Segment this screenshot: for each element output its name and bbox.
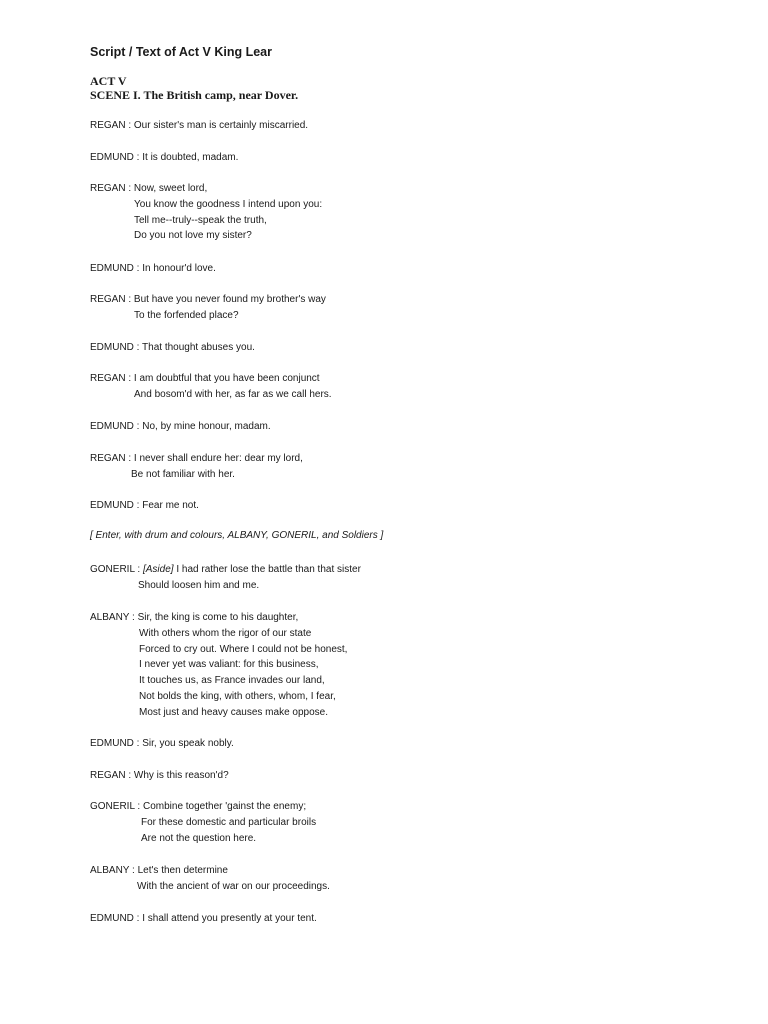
speaker-name: REGAN : [90,183,134,194]
speaker-name: REGAN : [90,294,134,305]
speech-continuation: Tell me--truly--speak the truth, [134,214,267,226]
speech-first-line [90,451,303,467]
speaker-name: EDMUND : [90,500,143,511]
speech-text: That thought abuses you. [142,342,255,353]
speech-text: I never shall endure her: dear my lord, [133,453,303,464]
speech [90,118,308,134]
speech [90,911,317,927]
speech-text: I am doubtful that you have been conjunct [133,373,320,384]
speaker-name: EDMUND : [90,342,143,353]
act-heading: ACT V [90,74,127,88]
aside-marker: [Aside] [142,564,174,575]
speaker-name: REGAN : [90,770,134,781]
speech-text: Fear me not. [142,500,199,511]
speech-text: It is doubted, madam. [142,152,239,163]
speech-text: Sir, the king is come to his daughter, [137,612,299,623]
speech [90,419,271,435]
speech [90,863,330,895]
speech-text: I had rather lose the battle than that sister [173,564,361,575]
speech [90,292,326,324]
speech-continuation: Not bolds the king, with others, whom, I fear, [139,690,336,702]
speech-first-line [90,118,308,134]
stage-direction: [ Enter, with drum and colours, ALBANY, GONERIL, and Soldiers ] [90,530,384,541]
speech-continuation: For these domestic and particular broils [141,816,317,828]
speech-text: No, by mine honour, madam. [142,421,271,432]
document-title: Script / Text of Act V King Lear [90,45,272,59]
speech-text: But have you never found my brother's way [133,294,326,305]
speaker-name: EDMUND : [90,421,143,432]
speech-first-line [90,292,326,308]
speech [90,451,303,483]
speech-first-line [90,911,317,927]
speaker-name: GONERIL : [90,801,143,812]
speech [90,610,347,721]
speaker-name: GONERIL : [90,564,143,575]
speech-continuation: And bosom'd with her, as far as we call hers. [134,388,332,400]
speaker-name: ALBANY : [90,612,138,623]
speech [90,340,255,356]
speaker-name: EDMUND : [90,152,143,163]
scene-heading: SCENE I. The British camp, near Dover. [90,88,299,102]
speech [90,799,316,846]
speaker-name: ALBANY : [90,865,138,876]
speech-continuation: Most just and heavy causes make oppose. [139,706,328,718]
speech [90,498,199,514]
speech-continuation: Forced to cry out. Where I could not be honest, [139,643,348,655]
speech-text: Combine together 'gainst the enemy; [142,801,307,812]
speech-continuation: To the forfended place? [134,309,239,321]
speech-goneril-aside [90,562,361,594]
speech-first-line [90,498,199,514]
speech-continuation: Should loosen him and me. [138,579,260,591]
speaker-name: REGAN : [90,453,134,464]
speaker-name: EDMUND : [90,263,143,274]
speaker-name: REGAN : [90,120,134,131]
speech-continuation: Do you not love my sister? [134,230,252,242]
speech-text: Now, sweet lord, [133,183,208,194]
speech-continuation: It touches us, as France invades our land, [139,675,325,687]
speech-first-line [90,799,316,815]
speaker-name: EDMUND : [90,738,143,749]
speaker-name: REGAN : [90,373,134,384]
speech-continuation: With others whom the rigor of our state [139,627,312,639]
speech-text: In honour'd love. [142,263,216,274]
speech-continuation: Are not the question here. [141,832,257,844]
speech-first-line [90,419,271,435]
speech-text: Sir, you speak nobly. [142,738,234,749]
speech-first-line [90,371,332,387]
speech-first-line [90,863,330,879]
speech-text: Let's then determine [137,865,228,876]
speech [90,736,234,752]
speech-text: Our sister's man is certainly miscarried. [133,120,309,131]
speech-first-line [90,768,229,784]
speech-continuation: Be not familiar with her. [131,468,235,480]
speech [90,181,322,244]
speech [90,768,229,784]
speech-continuation: You know the goodness I intend upon you: [134,198,323,210]
speech-first-line [90,562,361,578]
speech-first-line [90,181,322,197]
speaker-name: EDMUND : [90,913,143,924]
speech-first-line [90,261,216,277]
speech-first-line [90,610,347,626]
speech [90,150,238,166]
speech-text: I shall attend you presently at your tent. [142,913,317,924]
speech-first-line [90,340,255,356]
speech-text: Why is this reason'd? [133,770,229,781]
speech-continuation: With the ancient of war on our proceedings. [137,880,330,892]
speech-first-line [90,736,234,752]
speech-first-line [90,150,238,166]
speech [90,371,332,403]
speech [90,261,216,277]
speech-continuation: I never yet was valiant: for this business, [139,659,319,671]
